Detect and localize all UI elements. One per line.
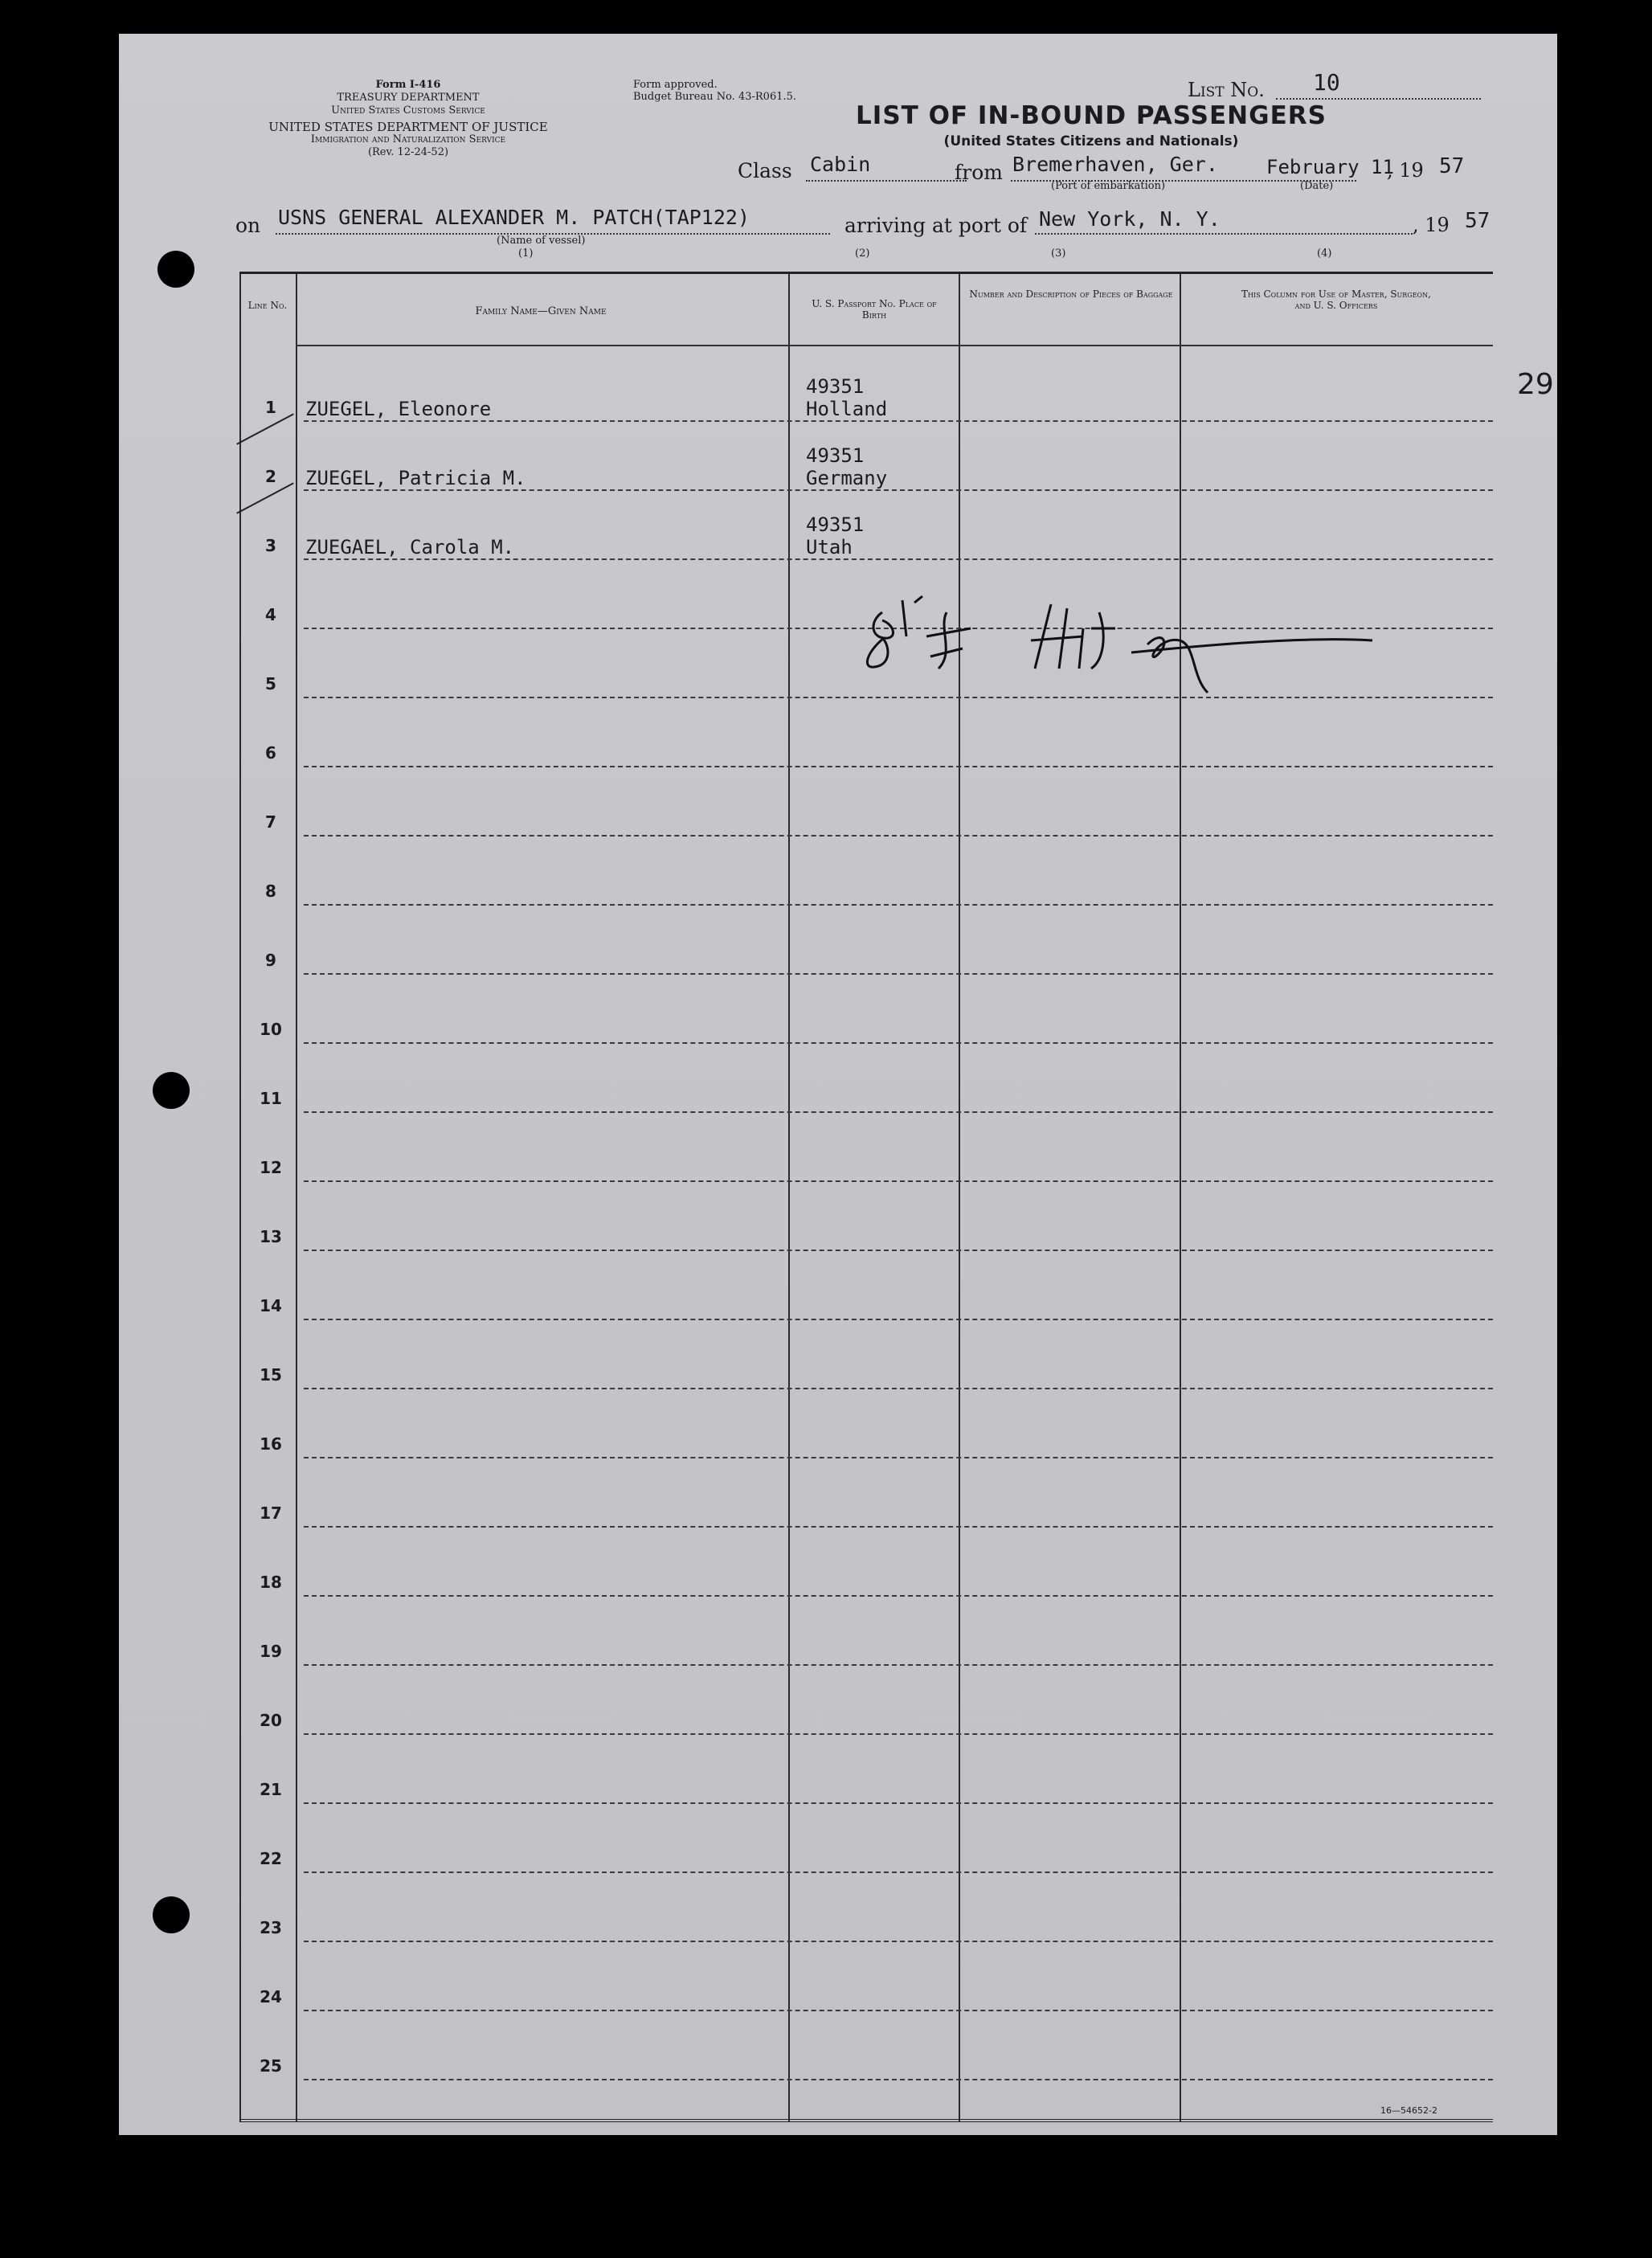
passenger-name: ZUEGAEL, Carola M. [305, 536, 515, 558]
table-row [239, 1942, 1493, 2011]
line-number: 2 [265, 467, 276, 486]
on-label: on [235, 214, 261, 237]
passenger-name: ZUEGEL, Eleonore [305, 398, 492, 420]
ins-service: Immigration and Naturalization Service [310, 133, 506, 145]
vessel-value: USNS GENERAL ALEXANDER M. PATCH(TAP122) [278, 206, 750, 229]
table-row [239, 1320, 1493, 1389]
line-number: 1 [265, 398, 276, 417]
line-number: 5 [265, 674, 276, 693]
line-number: 12 [260, 1158, 282, 1177]
line-number: 6 [265, 743, 276, 763]
col-header-officers: This Column for Use of Master, Surgeon, and U. S. Officers [1241, 288, 1431, 311]
justice-dept: UNITED STATES DEPARTMENT OF JUSTICE [268, 120, 548, 134]
line-number: 21 [260, 1780, 282, 1799]
year-prefix: , 19 [1387, 159, 1424, 182]
line-number: 23 [260, 1918, 282, 1937]
table-row [239, 1251, 1493, 1320]
passport-number: 49351 [806, 375, 865, 398]
line-number: 10 [260, 1020, 282, 1039]
table-row [239, 767, 1493, 837]
justice-block [223, 121, 593, 159]
list-no-line [1276, 90, 1481, 100]
row-rule [304, 2079, 1493, 2080]
vessel-col-num: (1) [518, 247, 534, 260]
col2-number: (2) [855, 247, 870, 260]
date-value: February 11 [1266, 156, 1394, 178]
table-row [239, 2011, 1493, 2080]
port-caption: (Port of embarkation) [1051, 180, 1166, 192]
place-of-birth: Holland [806, 398, 888, 420]
line-number: 17 [260, 1503, 282, 1523]
col-header-baggage: Number and Description of Pieces of Baggage [969, 288, 1173, 300]
table-row [239, 422, 1493, 491]
table-row [239, 1666, 1493, 1735]
line-number: 16 [260, 1434, 282, 1454]
col3-number: (3) [1051, 247, 1066, 260]
vessel-caption: (Name of vessel) [497, 235, 586, 247]
table-row [239, 1113, 1493, 1182]
line-number: 13 [260, 1227, 282, 1246]
col-header-name: Family Name—Given Name [475, 305, 607, 317]
line-number: 14 [260, 1296, 282, 1315]
table-row [239, 1044, 1493, 1113]
class-line [806, 177, 967, 182]
footer-code: 16—54652-2 [1380, 2105, 1437, 2116]
line-number: 15 [260, 1365, 282, 1385]
port-value: Bremerhaven, Ger. [1012, 153, 1218, 176]
line-number: 22 [260, 1849, 282, 1868]
table-row [239, 1458, 1493, 1528]
customs-service: United States Customs Service [331, 104, 485, 117]
passport-number: 49351 [806, 513, 865, 536]
line-number: 18 [260, 1573, 282, 1592]
list-no-label: List No. [1188, 79, 1265, 101]
line-number: 19 [260, 1642, 282, 1661]
passenger-name: ZUEGEL, Patricia M. [305, 467, 526, 489]
revision-date: (Rev. 12-24-52) [367, 146, 449, 158]
line-number: 20 [260, 1711, 282, 1730]
list-no-value: 10 [1313, 69, 1340, 96]
col4-number: (4) [1317, 247, 1332, 260]
table-row [239, 975, 1493, 1044]
class-value: Cabin [810, 153, 871, 176]
table-row [239, 491, 1493, 560]
handwritten-annotation-icon [826, 580, 1405, 701]
line-number: 8 [265, 882, 276, 901]
arrival-year-value: 57 [1465, 209, 1490, 233]
budget-bureau: Budget Bureau No. 43-R061.5. [633, 91, 797, 103]
line-number: 9 [265, 951, 276, 970]
table-row [239, 1804, 1493, 1873]
arriving-label: arriving at port of [844, 214, 1028, 237]
form-id-block [280, 79, 537, 117]
officer-note: 29 [1517, 368, 1554, 401]
page-subtitle: (United States Citizens and Nationals) [943, 133, 1239, 149]
punch-hole-bottom [153, 1896, 190, 1933]
place-of-birth: Germany [806, 467, 888, 489]
table-row [239, 1597, 1493, 1666]
table-row [239, 698, 1493, 767]
line-number: 4 [265, 605, 276, 624]
approval-block [633, 79, 796, 103]
table-row [239, 1735, 1493, 1804]
passenger-table [239, 272, 1554, 2122]
form-number: Form I-416 [375, 79, 441, 91]
table-row [239, 1182, 1493, 1251]
table-row [239, 1389, 1493, 1458]
line-number: 24 [260, 1987, 282, 2006]
manifest-page [119, 34, 1557, 2135]
table-row [239, 1873, 1493, 1942]
place-of-birth: Utah [806, 536, 853, 558]
table-row [239, 353, 1554, 422]
table-row [239, 906, 1493, 975]
punch-hole-middle [153, 1072, 190, 1109]
line-number: 3 [265, 536, 276, 555]
punch-hole-top [157, 251, 194, 288]
col-header-passport: U. S. Passport No. Place of Birth [812, 298, 937, 321]
arrival-port: New York, N. Y. [1039, 207, 1221, 231]
line-number: 11 [260, 1089, 282, 1108]
header-rule [296, 345, 1493, 346]
table-row [239, 1528, 1493, 1597]
table-row [239, 837, 1493, 906]
date-caption: (Date) [1300, 180, 1334, 192]
line-number: 25 [260, 2056, 282, 2076]
line-number: 7 [265, 812, 276, 832]
table-bottom-rule [239, 2119, 1493, 2122]
form-approved: Form approved. [633, 79, 718, 91]
col-header-line-no: Line No. [247, 300, 288, 311]
year-value: 57 [1439, 154, 1465, 178]
passport-number: 49351 [806, 444, 865, 467]
class-label: Class [738, 159, 792, 182]
page-title: LIST OF IN-BOUND PASSENGERS [856, 101, 1327, 130]
arrival-year-prefix: , 19 [1413, 214, 1450, 236]
from-label: from [955, 161, 1003, 184]
treasury-dept: TREASURY DEPARTMENT [337, 92, 480, 104]
